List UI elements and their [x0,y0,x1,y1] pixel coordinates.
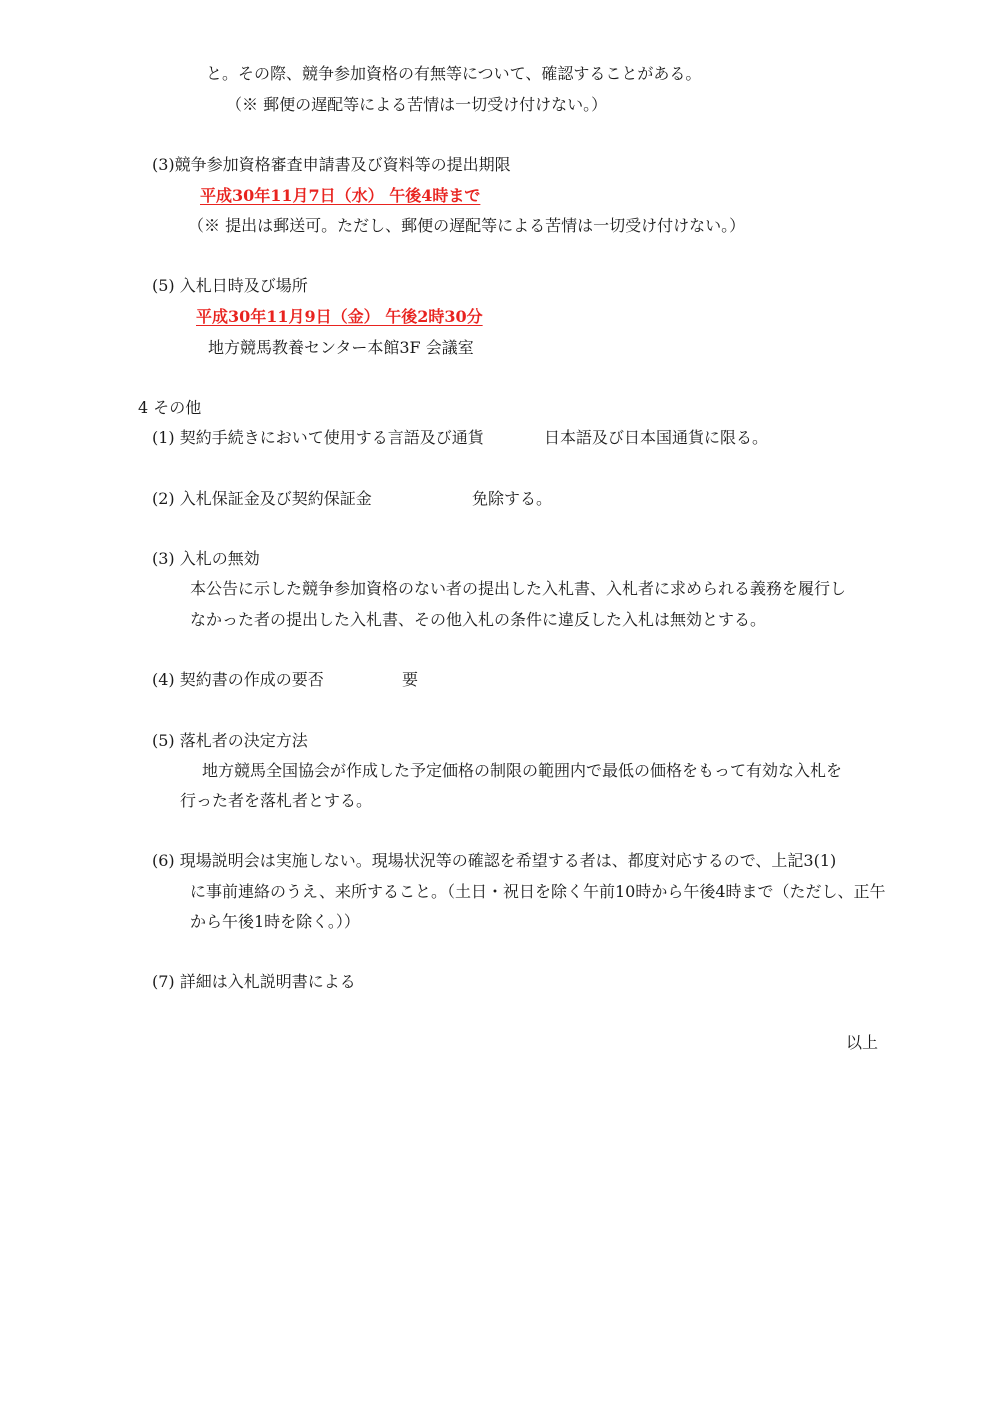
item4-3-line2: なかった者の提出した入札書、その他入札の条件に違反した入札は無効とする。 [190,610,767,629]
item4-4-value: 要 [402,670,419,689]
submission-note: （※ 提出は郵送可。ただし、郵便の遅配等による苦情は一切受け付けない。） [188,216,746,235]
item4-6-line1: (6) 現場説明会は実施しない。現場状況等の確認を希望する者は、都度対応するので、上記3(1) [152,851,837,870]
item4-1-label: (1) 契約手続きにおいて使用する言語及び通貨 [152,428,484,447]
submission-deadline: 平成30年11月7日（水） 午後4時まで [200,186,481,205]
item4-2-label: (2) 入札保証金及び契約保証金 [152,489,372,508]
bid-datetime: 平成30年11月9日（金） 午後2時30分 [196,307,483,326]
item4-6-line2: に事前連絡のうえ、来所すること。（土日・祝日を除く午前10時から午後4時まで（ただし、正午 [190,882,886,901]
item4-4-label: (4) 契約書の作成の要否 [152,670,324,689]
item4-5-label: (5) 落札者の決定方法 [152,731,308,750]
item4-1-value: 日本語及び日本国通貨に限る。 [544,428,769,447]
continuation-note: （※ 郵便の遅配等による苦情は一切受け付けない。） [226,95,608,114]
item4-6-line3: から午後1時を除く。）） [190,912,360,931]
closing-mark: 以上 [846,1033,879,1052]
section4-heading: 4 その他 [138,398,202,417]
item4-5-line2: 行った者を落札者とする。 [180,791,373,810]
item5-heading: (5) 入札日時及び場所 [152,276,308,295]
item3-heading: (3)競争参加資格審査申請書及び資料等の提出期限 [152,155,511,174]
item4-3-line1: 本公告に示した競争参加資格のない者の提出した入札書、入札者に求められる義務を履行し [190,579,847,598]
item4-5-line1: 地方競馬全国協会が作成した予定価格の制限の範囲内で最低の価格をもって有効な入札を [202,761,843,780]
item4-3-label: (3) 入札の無効 [152,549,260,568]
bid-place: 地方競馬教養センター本館3F 会議室 [208,338,474,357]
item4-2-value: 免除する。 [472,489,553,508]
continuation-line: と。その際、競争参加資格の有無等について、確認することがある。 [206,64,702,83]
item4-7-label: (7) 詳細は入札説明書による [152,972,356,991]
